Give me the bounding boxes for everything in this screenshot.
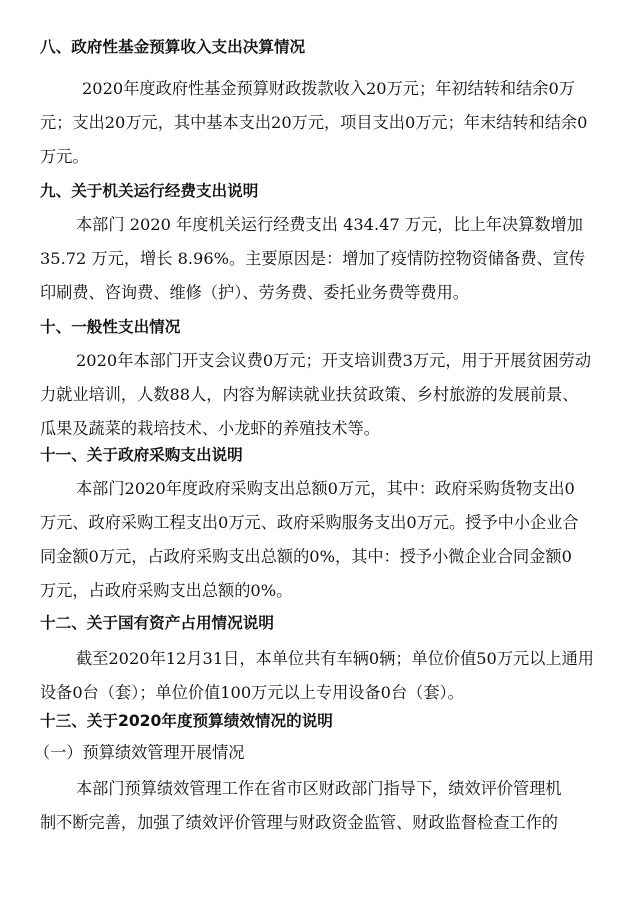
section-8-line-1: 2020年度政府性基金预算财政拨款收入20万元；年初结转和结余0万	[82, 79, 575, 98]
section-8-heading: 八、政府性基金预算收入支出决算情况	[40, 38, 306, 56]
section-10-line-3: 瓜果及蔬菜的栽培技术、小龙虾的养殖技术等。	[40, 419, 380, 438]
section-9-line-1: 本部门 2020 年度机关运行经费支出 434.47 万元，比上年决算数增加	[76, 215, 583, 234]
section-13-subheading: （一）预算绩效管理开展情况	[34, 743, 245, 762]
section-11-line-3: 同金额0万元，占政府采购支出总额的0%，其中：授予小微企业合同金额0	[40, 547, 572, 566]
section-11-line-1: 本部门2020年度政府采购支出总额0万元，其中：政府采购货物支出0	[76, 479, 575, 498]
section-8-line-2: 元；支出20万元，其中基本支出20万元，项目支出0万元；年末结转和结余0	[40, 113, 588, 132]
section-10-heading: 十、一般性支出情况	[40, 318, 181, 336]
section-13-line-1: 本部门预算绩效管理工作在省市区财政部门指导下，绩效评价管理机	[76, 779, 562, 798]
section-11-line-2: 万元、政府采购工程支出0万元、政府采购服务支出0万元。授予中小企业合	[40, 513, 579, 532]
section-11-line-4: 万元，占政府采购支出总额的0%。	[40, 581, 293, 600]
section-10-line-1: 2020年本部门开支会议费0万元；开支培训费3万元，用于开展贫困劳动	[76, 351, 592, 370]
section-9-line-2: 35.72 万元，增长 8.96%。主要原因是：增加了疫情防控物资储备费、宣传	[40, 249, 586, 268]
section-8-line-3: 万元。	[40, 147, 89, 166]
section-13-heading: 十三、关于2020年度预算绩效情况的说明	[40, 712, 333, 730]
section-10-line-2: 力就业培训，人数88人，内容为解读就业扶贫政策、乡村旅游的发展前景、	[40, 385, 579, 404]
section-9-heading: 九、关于机关运行经费支出说明	[40, 182, 259, 200]
section-12-line-2: 设备0台（套）；单位价值100万元以上专用设备0台（套）。	[40, 683, 464, 702]
section-12-line-1: 截至2020年12月31日，本单位共有车辆0辆；单位价值50万元以上通用	[76, 649, 594, 668]
section-11-heading: 十一、关于政府采购支出说明	[40, 446, 243, 464]
section-13-line-2: 制不断完善，加强了绩效评价管理与财政资金监管、财政监督检查工作的	[40, 813, 558, 832]
section-12-heading: 十二、关于国有资产占用情况说明	[40, 614, 274, 632]
section-9-line-3: 印刷费、咨询费、维修（护）、劳务费、委托业务费等费用。	[40, 283, 469, 302]
